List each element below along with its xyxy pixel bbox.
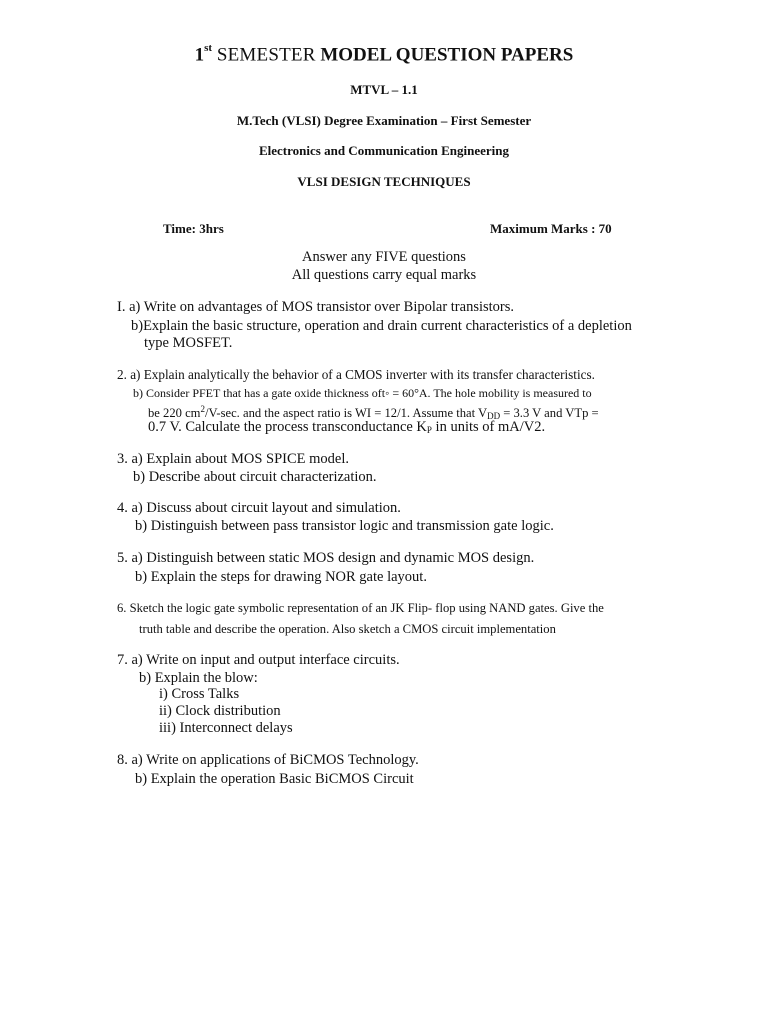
question-6-cont: truth table and describe the operation. Also sketch a CMOS circuit implementation	[139, 622, 556, 636]
question-7b-i: i) Cross Talks	[159, 686, 240, 702]
q2-subscript-dd: DD	[487, 411, 501, 421]
question-3a: 3. a) Explain about MOS SPICE model.	[117, 451, 349, 467]
q2-text-part5: in units of mA/V2.	[431, 419, 546, 435]
question-2b: b) Consider PFET that has a gate oxide thickness oft◦ = 60°A. The hole mobility is measured to	[133, 386, 592, 400]
title-semester: SEMESTER	[216, 44, 316, 66]
question-7a: 7. a) Write on input and output interface circuits.	[117, 652, 400, 668]
title-main: MODEL QUESTION PAPERS	[320, 44, 574, 66]
question-2a: 2. a) Explain analytically the behavior of a CMOS inverter with its transfer characteristics.	[117, 367, 595, 382]
instruction-answer-five: Answer any FIVE questions	[302, 249, 466, 265]
question-4a: 4. a) Discuss about circuit layout and simulation.	[117, 500, 401, 516]
department-line: Electronics and Communication Engineering	[258, 143, 510, 158]
paper-code: MTVL – 1.1	[350, 82, 418, 97]
question-2b-line3	[148, 419, 545, 439]
question-7b: b) Explain the blow:	[139, 670, 258, 686]
question-1b: b)Explain the basic structure, operation and drain current characteristics of a depletion	[131, 318, 632, 334]
q2-superscript: 2	[200, 404, 205, 414]
exam-time: Time: 3hrs	[163, 221, 224, 236]
subject-line: VLSI DESIGN TECHNIQUES	[297, 174, 471, 189]
q2-text-part4: 0.7 V. Calculate the process transconductance K	[148, 419, 427, 435]
max-marks: Maximum Marks : 70	[490, 221, 612, 236]
title-ordinal-suffix: st	[204, 42, 213, 54]
q2-text-part1: be 220 cm	[148, 406, 201, 420]
q2-text-part2: /V-sec. and the aspect ratio is WI = 12/1. Assume that V	[204, 406, 488, 420]
question-1a: I. a) Write on advantages of MOS transistor over Bipolar transistors.	[117, 299, 515, 315]
question-7b-iii: iii) Interconnect delays	[159, 720, 293, 736]
instruction-equal-marks: All questions carry equal marks	[291, 267, 477, 283]
question-8b: b) Explain the operation Basic BiCMOS Circuit	[135, 771, 414, 787]
question-4b: b) Distinguish between pass transistor logic and transmission gate logic.	[135, 518, 554, 534]
question-7b-ii: ii) Clock distribution	[159, 703, 281, 719]
q2-subscript-p: P	[426, 425, 432, 435]
question-8a: 8. a) Write on applications of BiCMOS Technology.	[117, 752, 419, 768]
question-1b-cont: type MOSFET.	[144, 335, 233, 351]
question-6: 6. Sketch the logic gate symbolic representation of an JK Flip- flop using NAND gates. Give the	[117, 601, 604, 615]
degree-line: M.Tech (VLSI) Degree Examination – First Semester	[236, 113, 532, 128]
page-title	[0, 44, 768, 66]
question-5b: b) Explain the steps for drawing NOR gate layout.	[135, 569, 427, 585]
question-3b: b) Describe about circuit characterization.	[133, 469, 377, 485]
question-5a: 5. a) Distinguish between static MOS design and dynamic MOS design.	[117, 550, 535, 566]
q2-text-part3: = 3.3 V and VTp =	[500, 406, 599, 420]
title-ordinal: 1	[194, 44, 205, 66]
